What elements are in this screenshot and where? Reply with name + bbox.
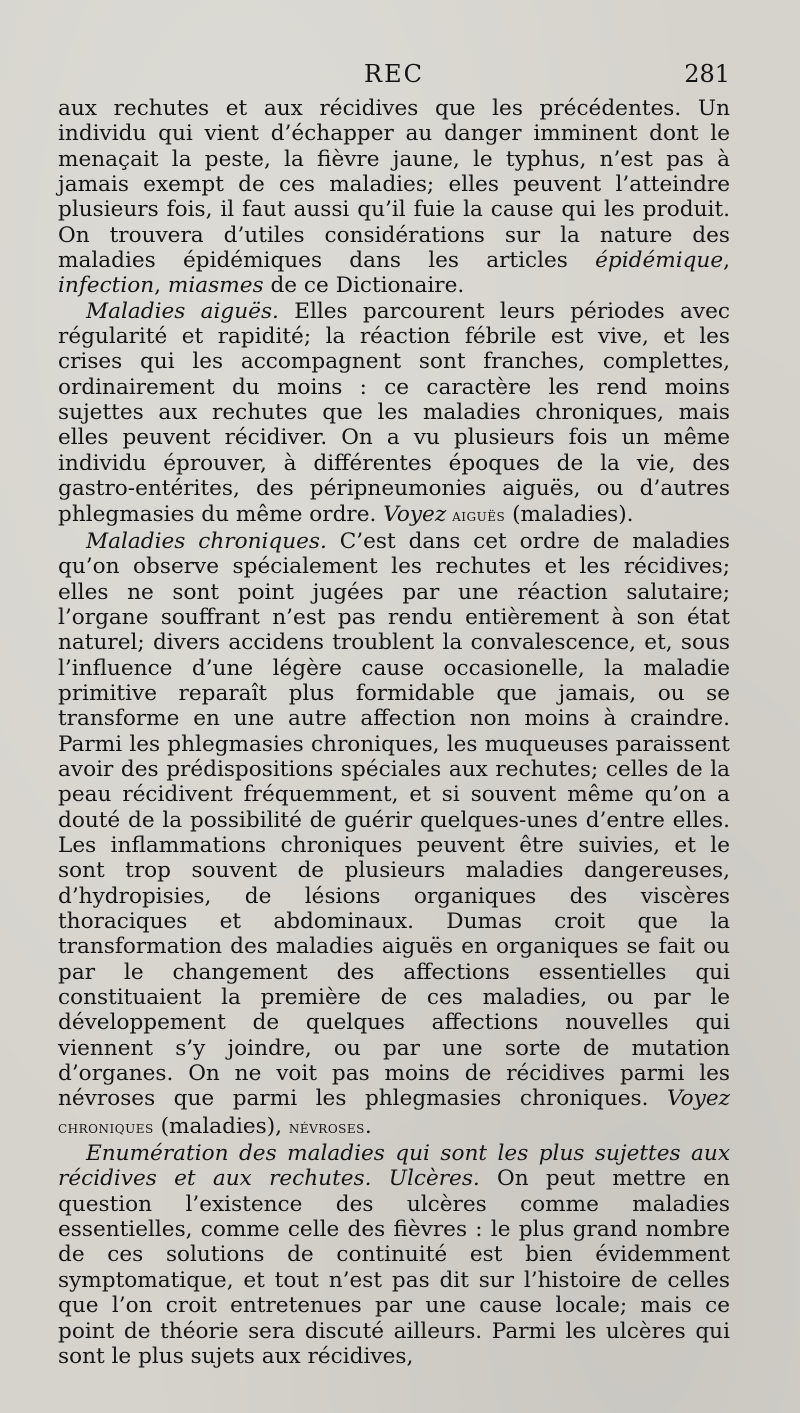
text-run: de ce Dictionaire. (263, 273, 465, 299)
paragraph-epidemic-diseases (58, 96, 730, 299)
text-run: Elles parcourent leurs périodes avec régularité et rapidité; la réaction fébrile est vive, et les crises qui les accompagnent sont franches, complettes, ordinairement du moins : ce caractère les rend moins sujettes aux rechutes que les maladies chroniques, mais elles peuvent récidiver. On a vu plusieurs fois un même individu éprouver, à différentes époques de la vie, des gastro-entérites, des péripneumonies aiguës, ou d’autres phlegmasies du même ordre. (58, 298, 730, 527)
voyez-reference: Voyez (383, 501, 447, 527)
running-head: REC (364, 60, 424, 88)
paragraph-chronic-diseases (58, 529, 730, 1141)
cross-reference-aigues: aiguës (446, 505, 506, 526)
section-heading-enumeration: Enumération des maladies qui sont les plus sujettes aux récidives et aux rechutes. (58, 1141, 730, 1192)
text-run: (maladies), (153, 1113, 289, 1139)
cross-reference-nevroses: névroses (288, 1117, 365, 1138)
section-heading-chronic: Maladies chroniques. (86, 528, 327, 554)
reference-infection: infection (58, 273, 155, 299)
text-run: On peut mettre en question l’existence des ulcères comme maladies essentielles, comme celle des fièvres : le plus grand nombre de ces solutions de continuité est bien évidemment symptomatique, et tout n’est pas dit sur l’histoire de celles que l’on croit entretenues par une cause locale; mais ce point de théorie sera discuté ailleurs. Parmi les ulcères qui sont le plus sujets aux récidives, (58, 1166, 730, 1369)
reference-miasmes: miasmes (167, 273, 264, 299)
separator (371, 1166, 388, 1191)
text-run: . (364, 1113, 372, 1139)
paragraph-acute-diseases (58, 299, 730, 529)
separator: , (723, 248, 730, 274)
page-header (58, 60, 730, 94)
text-run: (maladies). (505, 501, 634, 527)
section-heading-acute: Maladies aiguës. (86, 298, 279, 324)
separator: , (154, 273, 168, 299)
page-number: 281 (684, 60, 730, 88)
paragraph-enumeration (58, 1141, 730, 1369)
cross-reference-chroniques: chroniques (58, 1117, 154, 1138)
section-heading-ulceres: Ulcères. (388, 1166, 480, 1192)
text-run: aux rechutes et aux récidives que les précédentes. Un individu qui vient d’échapper au danger imminent dont le menaçait la peste, la fièvre jaune, le typhus, n’est pas à jamais exempt de ces maladies; elles peuvent l’atteindre plusieurs fois, il faut aussi qu’il fuie la cause qui les produit. On trouvera d’utiles considérations sur la nature des maladies épidémiques dans les articles (58, 96, 730, 274)
body-text (58, 96, 730, 1369)
reference-epidemique: épidémique (595, 248, 724, 274)
text-run: C’est dans cet ordre de maladies qu’on observe spécialement les rechutes et les récidives; elles ne sont point jugées par une réaction salutaire; l’organe souffrant n’est pas rendu entièrement à son état naturel; divers accidens troublent la convalescence, et, sous l’influence d’une légère cause occasionelle, la maladie primitive reparaît plus formidable que jamais, ou se transforme en une autre affection non moins à craindre. Parmi les phlegmasies chroniques, les muqueuses paraissent avoir des prédispositions spéciales aux rechutes; celles de la peau récidivent fréquemment, et si souvent même qu’on a douté de la possibilité de guérir quelques-unes d’entre elles. Les inflammations chroniques peuvent être suivies, et le sont trop souvent de plusieurs maladies dangereuses, d’hydropisies, de lésions organiques des viscères thoraciques et abdominaux. Dumas croit que la transformation des maladies aiguës en organiques se fait ou par le changement des affections essentielles qui constituaient la première de ces maladies, ou par le développement de quelques affections nouvelles qui viennent s’y joindre, ou par une sorte de mutation d’organes. On ne voit pas moins de récidives parmi les névroses que parmi les phlegmasies chroniques. (58, 528, 731, 1112)
voyez-reference: Voyez (667, 1086, 730, 1112)
